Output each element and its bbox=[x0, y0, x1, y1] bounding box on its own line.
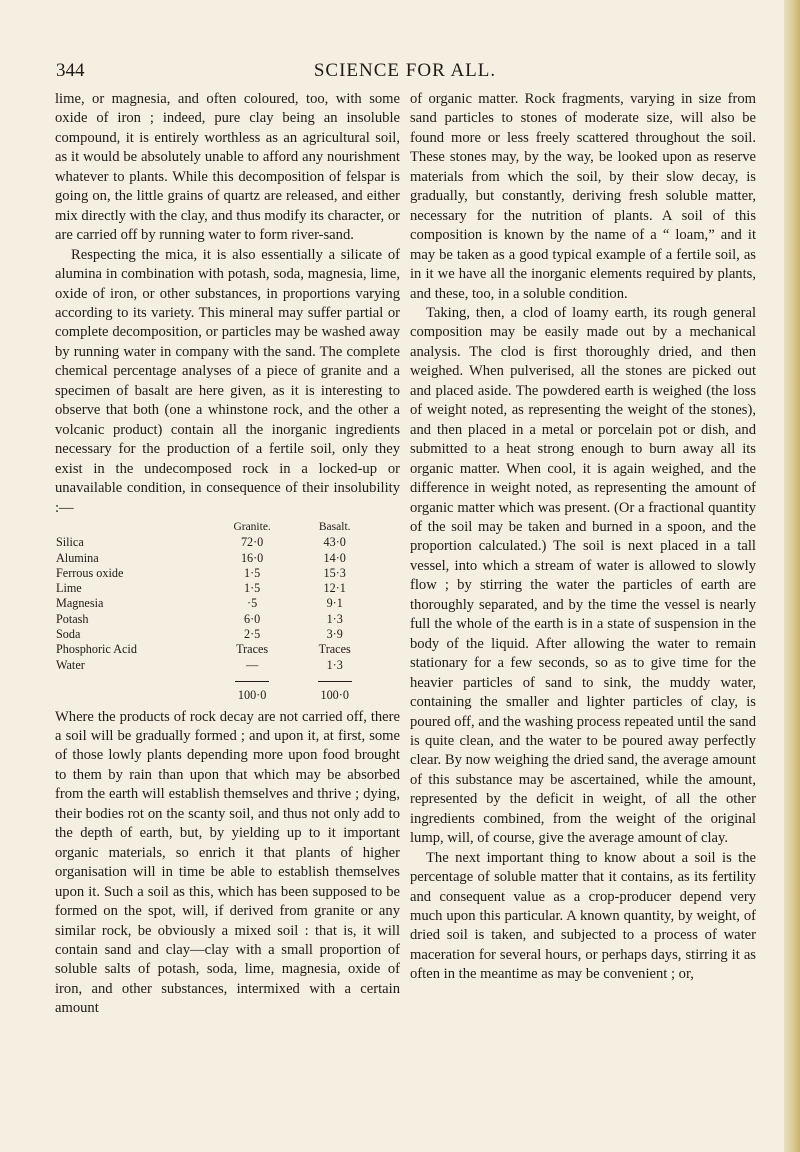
basalt-value: 15·3 bbox=[323, 565, 346, 580]
total-rule bbox=[235, 681, 269, 682]
column-header-basalt: Basalt. bbox=[318, 520, 351, 533]
composition-table bbox=[56, 520, 376, 704]
basalt-value: 1·3 bbox=[326, 657, 343, 672]
basalt-value: 3·9 bbox=[326, 627, 343, 642]
substance-name: Potash bbox=[56, 611, 89, 626]
basalt-value: 14·0 bbox=[323, 550, 346, 565]
table-row bbox=[56, 627, 376, 642]
table-row bbox=[56, 566, 376, 581]
paragraph: Respecting the mica, it is also essentially a silicate of alumina in combination with potash, soda, magnesia, lime, oxide of iron, or other substances, in proportions varying according to its variety. This mineral may suffer partial or complete decomposition, or particles may be washed away by running water in company with the sand. The complete chemical percentage analyses of a piece of granite and a specimen of basalt are here given, as it is interesting to observe that both (one a whinstone rock, and the other a volcanic product) contain all the inorganic ingredients necessary for the production of a fertile soil, only they exist in the undecomposed rock in a locked-up or unavailable condition, in consequence of their insolubility :— bbox=[55, 246, 400, 516]
substance-name: Phosphoric Acid bbox=[56, 642, 137, 657]
granite-value: 2·5 bbox=[243, 627, 261, 642]
paragraph: lime, or magnesia, and often coloured, too, with some oxide of iron ; indeed, pure clay being an insoluble compound, it is entirely worthless as an agricultural soil, as it would be absolutely unable to afford any nourishment whatever to plants. While this decomposition of felspar is going on, the little grains of quartz are released, and either mix directly with the clay, and thus modify its character, or are carried off by running water to form river-sand. bbox=[55, 91, 400, 244]
page-header bbox=[40, 40, 770, 80]
substance-name: Magnesia bbox=[56, 596, 104, 611]
basalt-value: Traces bbox=[318, 642, 351, 657]
granite-value: Traces bbox=[236, 642, 269, 657]
left-column bbox=[55, 90, 400, 1019]
granite-value: — bbox=[246, 657, 259, 672]
granite-value: 6·0 bbox=[243, 611, 261, 626]
page-edge bbox=[784, 0, 800, 1152]
table-row bbox=[56, 551, 376, 566]
paragraph: Where the products of rock decay are not carried off, there a soil will be gradually formed ; and upon it, at first, some of those lowly plants depending more upon food brought to them by rain than upon that which may be absorbed from the earth will establish themselves and thrive ; dying, their bodies rot on the scanty soil, and thus not only add to the depth of earth, but, by yielding up to it important organic materials, so enrich it that plants of higher organisation will in time be able to establish themselves upon it. Such a soil as this, which has been supposed to be formed on the spot, will, if derived from granite or any similar rock, be obviously a mixed soil : that is, it will contain sand and clay—clay with a small proportion of soluble salts of potash, soda, lime, magnesia, oxide of iron, and other substances, intermixed with a certain amount bbox=[55, 708, 400, 1017]
substance-name: Lime bbox=[56, 581, 82, 596]
column-header-granite: Granite. bbox=[233, 520, 271, 533]
basalt-value: 1·3 bbox=[326, 611, 343, 626]
paragraph: The next important thing to know about a soil is the percentage of soluble matter that it contains, as its fertility and consequent value as a crop-producer depend very much upon this particular. A known quantity, by weight, of dried soil is taken, and subjected to a process of water maceration for several hours, or perhaps days, stirring it as often in the meantime as may be convenient ; or, bbox=[410, 849, 756, 983]
total-rule-row bbox=[56, 673, 376, 688]
running-title: SCIENCE FOR ALL. bbox=[313, 60, 497, 81]
granite-total: 100·0 bbox=[237, 688, 267, 703]
paragraph: of organic matter. Rock fragments, varying in size from sand particles to stones of moderate size, will also be found more or less freely scattered throughout the soil. These stones may, by the way, be looked upon as reserve materials from which the soil, by their slow decay, is gradually, but constantly, deriving fresh soluble matter, necessary for the nutrition of plants. A soil of this composition is known by the name of a “ loam,” and it may be taken as a good typical example of a fertile soil, as in it we have all the inorganic elements required by plants, and these, too, in a soluble condition. bbox=[410, 91, 756, 302]
right-column bbox=[410, 90, 756, 985]
granite-value: ·5 bbox=[247, 596, 258, 611]
total-rule bbox=[318, 681, 352, 682]
total-row bbox=[56, 688, 376, 703]
basalt-value: 43·0 bbox=[323, 535, 346, 550]
granite-value: 72·0 bbox=[240, 535, 264, 550]
granite-value: 1·5 bbox=[243, 565, 261, 580]
table-header-row bbox=[56, 520, 376, 535]
substance-name: Silica bbox=[56, 535, 84, 550]
table-row bbox=[56, 612, 376, 627]
basalt-total: 100·0 bbox=[320, 688, 349, 703]
substance-name: Alumina bbox=[56, 550, 99, 565]
table-row bbox=[56, 596, 376, 611]
table-row bbox=[56, 658, 376, 673]
granite-value: 16·0 bbox=[240, 550, 264, 565]
substance-name: Water bbox=[56, 657, 85, 672]
substance-name: Soda bbox=[56, 627, 81, 642]
substance-name: Ferrous oxide bbox=[56, 565, 124, 580]
table-row bbox=[56, 581, 376, 596]
table-row bbox=[56, 642, 376, 657]
granite-value: 1·5 bbox=[243, 581, 261, 596]
page-number: 344 bbox=[56, 60, 85, 81]
basalt-value: 9·1 bbox=[326, 596, 343, 611]
basalt-value: 12·1 bbox=[323, 581, 346, 596]
table-row bbox=[56, 535, 376, 550]
paragraph: Taking, then, a clod of loamy earth, its rough general composition may be easily made out by a mechanical analysis. The clod is first thoroughly dried, and then weighed. When pulverised, all the stones are picked out and placed aside. The powdered earth is weighed (the loss of weight noted, as representing the weight of the stones), and then placed in a metal or porcelain pot or dish, and submitted to a heat strong enough to burn away all its organic matter. When cool, it is again weighed, and the difference in weight noted, as representing the amount of organic matter which was present. (Or a fractional quantity of the soil may be taken and burned in a spoon, and the proportion calculated.) The soil is next placed in a tall vessel, into which a stream of water is allowed to slowly flow ; by stirring the water the particles of earth are thoroughly separated, and by the time the vessel is nearly full the whole of the earth is in a state of suspension in the body of the liquid. After allowing the water to remain stationary for a few seconds, so as to give time for the heavier particles of sand to sink, the muddy water, containing the smaller and lighter particles of clay, is poured off, and the washing process repeated until the sand is quite clean, and the water to be poured away perfectly clear. By now weighing the dried sand, the average amount of this substance may be ascertained, while the amount, represented by the deficit in weight, of all the other ingredients combined, from the weight of the original lump, will, of course, give the average amount of clay. bbox=[410, 304, 756, 847]
